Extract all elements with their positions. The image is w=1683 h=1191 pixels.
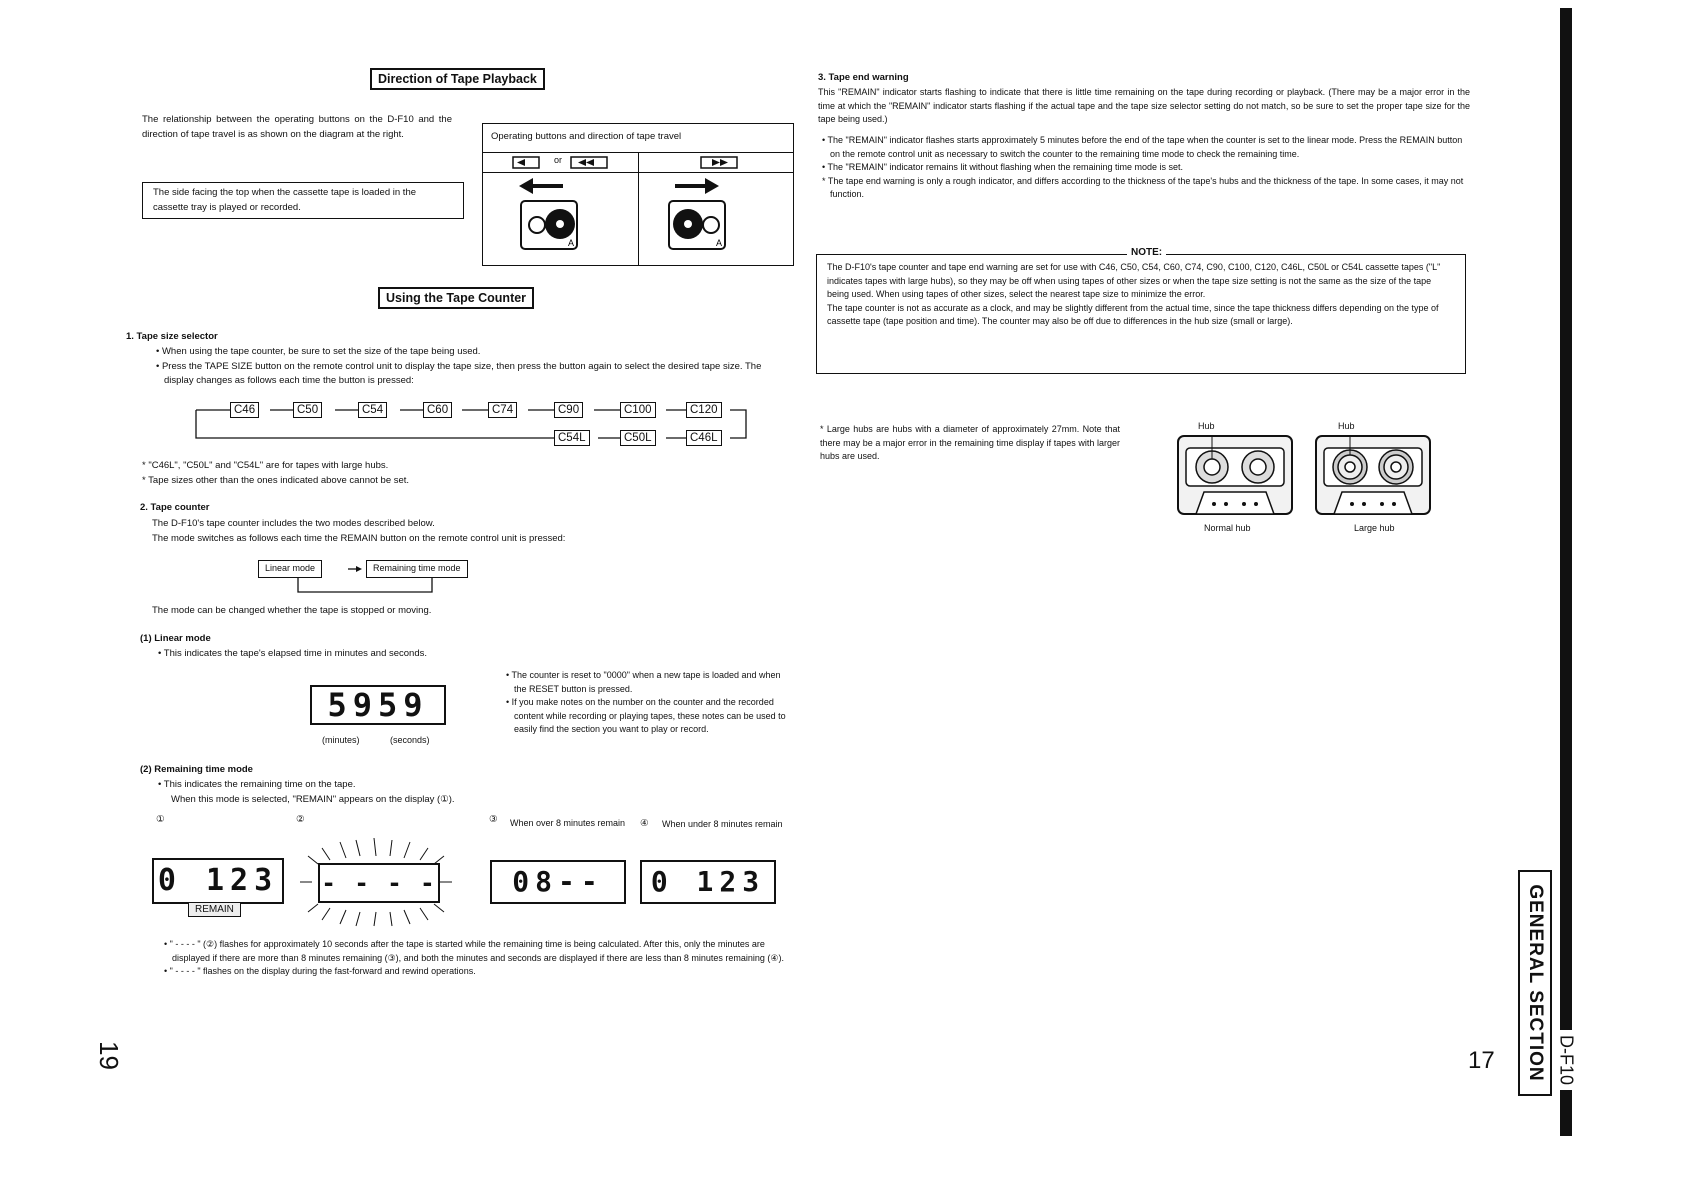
operating-table-title: Operating buttons and direction of tape travel <box>491 131 682 142</box>
mode-switch-diagram <box>258 560 508 596</box>
tape-size-bullet: • Press the TAPE SIZE button on the remote control unit to display the tape size, then press the button again to select the desired tape size. The display changes as follows each time the button is pressed: <box>156 360 762 386</box>
tape-size-chain <box>190 398 750 450</box>
hubs-text: * Large hubs are hubs with a diameter of approximately 27mm. Note that there may be a major error in the remaining time display if tapes with larger hubs are used. <box>820 424 1120 461</box>
size-note: * Tape sizes other than the ones indicated above cannot be set. <box>142 474 410 486</box>
cassette-right-icon <box>669 201 725 249</box>
tape-size-option: C100 <box>620 402 656 418</box>
marker-3: ③ <box>489 814 498 825</box>
counter-text <box>152 517 792 546</box>
large-hub-label: Large hub <box>1354 523 1395 533</box>
normal-hub-label: Normal hub <box>1204 523 1251 533</box>
linear-note: • If you make notes on the number on the counter and the recorded content while recording or playing tapes, these notes can be used to easily find the section you want to play or record. <box>506 697 786 734</box>
tape-size-bullet: • When using the tape counter, be sure to set the size of the tape being used. <box>156 346 481 357</box>
warning-bullet: * The tape end warning is only a rough indicator, and differs according to the thickness of the tape's hubs and the thickness of the tape. In some cases, it may not function. <box>822 175 1464 199</box>
left-page-number: 19 <box>93 1041 124 1070</box>
warning-bullet: • The "REMAIN" indicator flashes starts approximately 5 minutes before the end of the tape when the counter is set to the linear mode. Press the REMAIN button on the remote control unit as necessary to switch the counter to the remaining time mode to check the remaining time. <box>822 135 1463 159</box>
note-paragraph: The D-F10's tape counter and tape end warning are set for use with C46, C50, C54, C60, C74, C90, C100, C120, C46L, C50L or C54L cassette tapes ("L" indicates tapes with large hubs), so they may be off when using tapes of other sizes or when the tape size setting is not the same as the size of the tape being used. When using tapes of other sizes, select the nearest tape size to minimize the error. <box>827 262 1441 299</box>
note-text <box>827 261 1455 329</box>
remain-badge: REMAIN <box>188 902 241 917</box>
counter-text-line: The mode switches as follows each time the REMAIN button on the remote control unit is pressed: <box>152 532 566 544</box>
operating-table-graphics <box>483 124 793 265</box>
mode-switch-arrows <box>258 560 508 596</box>
tape-counter-heading: 2. Tape counter <box>140 502 210 513</box>
seconds-label: (seconds) <box>390 735 430 745</box>
tape-size-option: C120 <box>686 402 722 418</box>
tape-size-heading: 1. Tape size selector <box>126 331 218 342</box>
warning-bullet: • The "REMAIN" indicator remains lit without flashing when the remaining time mode is set. <box>822 162 1184 172</box>
remaining-bullet-cont: When this mode is selected, "REMAIN" appears on the display (①). <box>171 794 455 805</box>
note-paragraph: The tape counter is not as accurate as a clock, and may be slightly different from the actual time, since the tape thickness differs depending on the type of cassette tape (tape position and time). The counter may also be off due to differences in the hub size (small or large). <box>827 302 1439 326</box>
forward-play-button-icon <box>701 157 737 168</box>
svg-text:A: A <box>568 238 575 248</box>
tape-size-option: C54L <box>554 430 590 446</box>
section-tab-label: GENERAL SECTION <box>1525 884 1546 1082</box>
warning-heading: 3. Tape end warning <box>818 72 909 83</box>
reverse-fast-button-icon <box>571 157 607 168</box>
tape-size-option: C46L <box>686 430 722 446</box>
tape-size-option: C50 <box>293 402 322 418</box>
arrow-right-icon <box>675 178 719 194</box>
linear-mode-box: Linear mode <box>258 560 322 578</box>
side-note-box <box>142 182 464 219</box>
tape-size-bullets <box>152 345 792 389</box>
tape-size-option: C54 <box>358 402 387 418</box>
linear-notes <box>502 669 794 737</box>
final-notes <box>160 938 792 979</box>
size-notes <box>142 459 762 488</box>
remaining-display-2: - - - - <box>318 863 440 903</box>
marker-2: ② <box>296 814 305 825</box>
final-note: • " - - - - " flashes on the display during the fast-forward and rewind operations. <box>164 966 476 976</box>
margin-bar-bottom <box>1560 1090 1572 1136</box>
arrow-left-icon <box>519 178 563 194</box>
svg-text:A: A <box>716 238 723 248</box>
direction-text: The relationship between the operating buttons on the D-F10 and the direction of tape travel is as shown on the diagram at the right. <box>142 114 452 140</box>
large-hub-cassette-icon <box>1314 434 1434 518</box>
section-tab <box>1518 870 1552 1096</box>
linear-bullet: • This indicates the tape's elapsed time in minutes and seconds. <box>158 648 428 659</box>
direction-heading: Direction of Tape Playback <box>370 68 545 90</box>
note-title: NOTE: <box>1127 247 1166 258</box>
marker-4: ④ <box>640 818 649 829</box>
over-label: When over 8 minutes remain <box>510 818 626 828</box>
side-note-text: The side facing the top when the cassette tape is loaded in the cassette tray is played or recorded. <box>153 187 417 213</box>
tape-size-option: C74 <box>488 402 517 418</box>
warning-bullets <box>818 134 1470 202</box>
tape-size-option: C50L <box>620 430 656 446</box>
linear-counter-display: 5959 <box>310 685 446 725</box>
warning-text: This "REMAIN" indicator starts flashing to indicate that there is little time remaining on the tape during recording or playback. (There may be a major error in the time at which the "REMAIN" indicator starts flashing if the actual tape and the tape size selector setting do not match, so be sure to set the proper tape size for the tape being used.) <box>818 87 1470 124</box>
marker-1: ① <box>156 814 165 825</box>
remaining-display-1: 0 123 <box>152 858 284 904</box>
right-page-number: 17 <box>1468 1047 1495 1074</box>
linear-heading: (1) Linear mode <box>140 633 211 644</box>
reverse-play-button-icon <box>513 157 539 168</box>
remaining-mode-box: Remaining time mode <box>366 560 468 578</box>
final-note: • " - - - - " (②) flashes for approximately 10 seconds after the tape is started while the remaining time is being calculated. After this, only the minutes are displayed if there are more than 8 minutes remaining (③), and both the minutes and seconds are displayed if there are less than 8 minutes remaining (④). <box>164 939 784 963</box>
tape-size-option: C90 <box>554 402 583 418</box>
tape-size-option: C46 <box>230 402 259 418</box>
margin-bar <box>1560 8 1572 1030</box>
tape-size-option: C60 <box>423 402 452 418</box>
size-note: * "C46L", "C50L" and "C54L" are for tapes with large hubs. <box>142 460 389 471</box>
or-label: or <box>554 155 563 165</box>
counter-heading: Using the Tape Counter <box>378 287 534 309</box>
operating-table <box>482 123 794 266</box>
remaining-heading: (2) Remaining time mode <box>140 764 253 775</box>
counter-text-line: The D-F10's tape counter includes the two modes described below. <box>152 518 435 529</box>
normal-hub-cassette-icon <box>1176 434 1296 518</box>
remaining-display-4: 0 123 <box>640 860 776 904</box>
under-label: When under 8 minutes remain <box>662 819 783 829</box>
remaining-bullet: • This indicates the remaining time on the tape. <box>158 779 356 790</box>
hub-label: Hub <box>1338 421 1355 431</box>
note-box <box>816 247 1466 374</box>
tape-size-chain-arrows <box>190 398 750 450</box>
linear-note: • The counter is reset to "0000" when a new tape is loaded and when the RESET button is pressed. <box>506 670 781 694</box>
hub-label: Hub <box>1198 421 1215 431</box>
model-tab-label: D-F10 <box>1556 1032 1577 1088</box>
mode-change-text: The mode can be changed whether the tape is stopped or moving. <box>152 605 432 616</box>
remaining-display-3: 08-- <box>490 860 626 904</box>
cassette-left-icon <box>521 201 577 249</box>
minutes-label: (minutes) <box>322 735 360 745</box>
